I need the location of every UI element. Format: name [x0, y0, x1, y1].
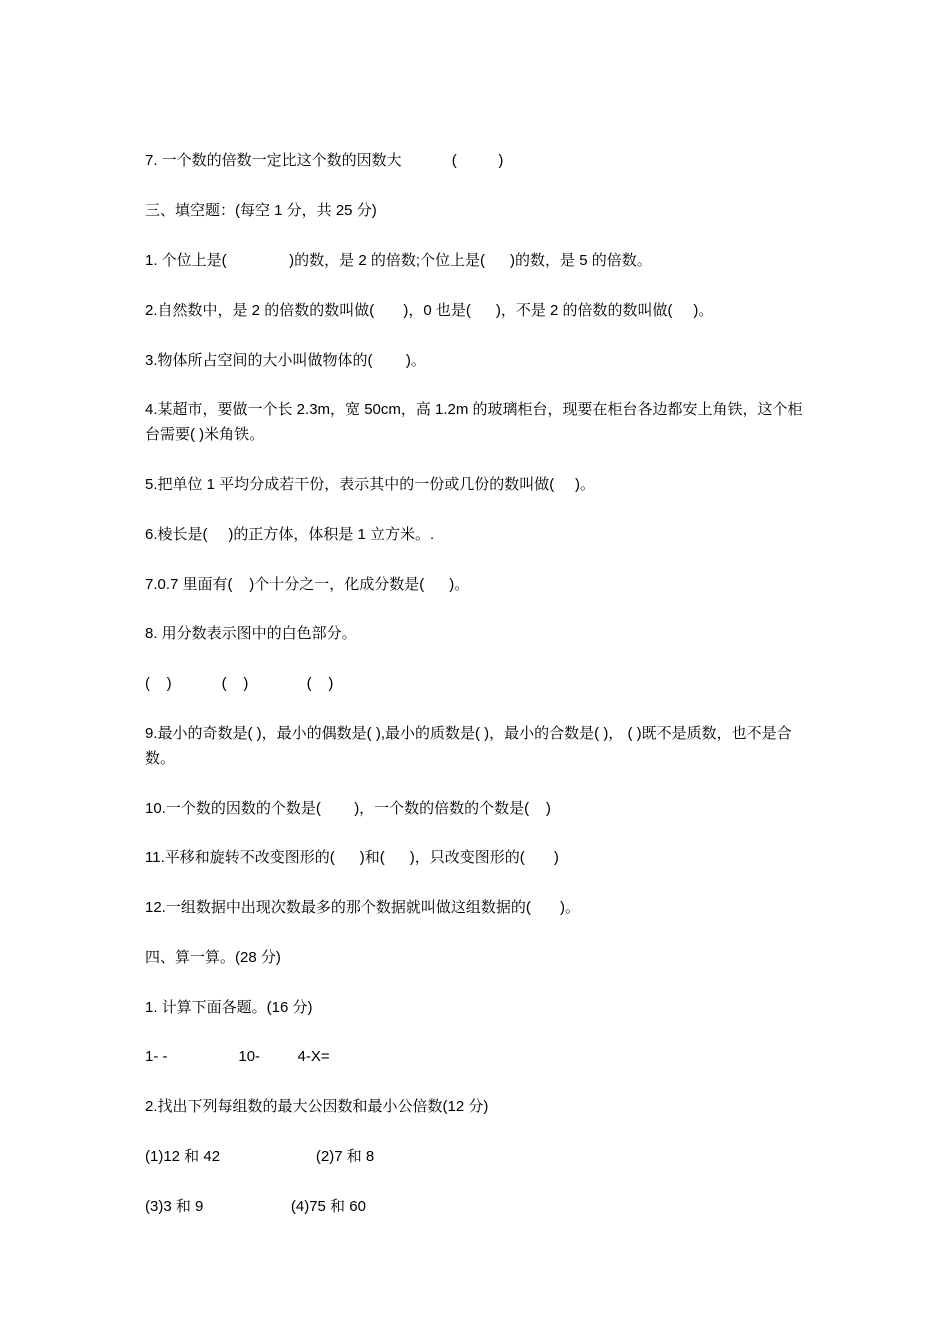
fill-blank-question-11: 11.平移和旋转不改变图形的( )和( )，只改变图形的( )	[145, 849, 559, 866]
number-pairs-row-2: (3)3 和 9 (4)75 和 60	[145, 1198, 366, 1215]
fill-blank-question-9: 9.最小的奇数是( )，最小的偶数是( ),最小的质数是( )，最小的合数是( )， ( )既不是质数，也不是合数。	[145, 725, 792, 767]
section-3-heading: 三、填空题：(每空 1 分，共 25 分)	[145, 202, 377, 219]
fill-blank-question-8: 8. 用分数表示图中的白色部分。	[145, 625, 357, 642]
fill-blank-question-1: 1. 个位上是( )的数，是 2 的倍数;个位上是( )的数，是 5 的倍数。	[145, 252, 652, 269]
section-4-heading: 四、算一算。(28 分)	[145, 949, 281, 966]
fill-blank-question-2: 2.自然数中，是 2 的倍数的数叫做( )，0 也是( )，不是 2 的倍数的数叫做( )。	[145, 302, 714, 319]
fill-blank-question-12: 12.一组数据中出现次数最多的那个数据就叫做这组数据的( )。	[145, 899, 581, 916]
fill-blank-question-4: 4.某超市，要做一个长 2.3m，宽 50cm，高 1.2m 的玻璃柜台，现要在柜台各边都安上角铁，这个柜台需要( )米角铁。	[145, 401, 803, 443]
calc-question-1: 1. 计算下面各题。(16 分)	[145, 999, 313, 1016]
fill-blank-question-3: 3.物体所占空间的大小叫做物体的( )。	[145, 352, 426, 369]
calc-question-2: 2.找出下列每组数的最大公因数和最小公倍数(12 分)	[145, 1098, 489, 1115]
judgment-question-7: 7. 一个数的倍数一定比这个数的因数大 ( )	[145, 152, 504, 169]
fraction-answer-blanks: ( ) ( ) ( )	[145, 675, 334, 692]
number-pairs-row-1: (1)12 和 42 (2)7 和 8	[145, 1148, 375, 1165]
fill-blank-question-7: 7.0.7 里面有( )个十分之一，化成分数是( )。	[145, 576, 470, 593]
fill-blank-question-5: 5.把单位 1 平均分成若干份，表示其中的一份或几份的数叫做( )。	[145, 476, 596, 493]
fill-blank-question-6: 6.棱长是( )的正方体，体积是 1 立方米。.	[145, 526, 435, 543]
fill-blank-question-10: 10.一个数的因数的个数是( )，一个数的倍数的个数是( )	[145, 800, 551, 817]
calc-expressions: 1- - 10- 4-X=	[145, 1048, 330, 1065]
